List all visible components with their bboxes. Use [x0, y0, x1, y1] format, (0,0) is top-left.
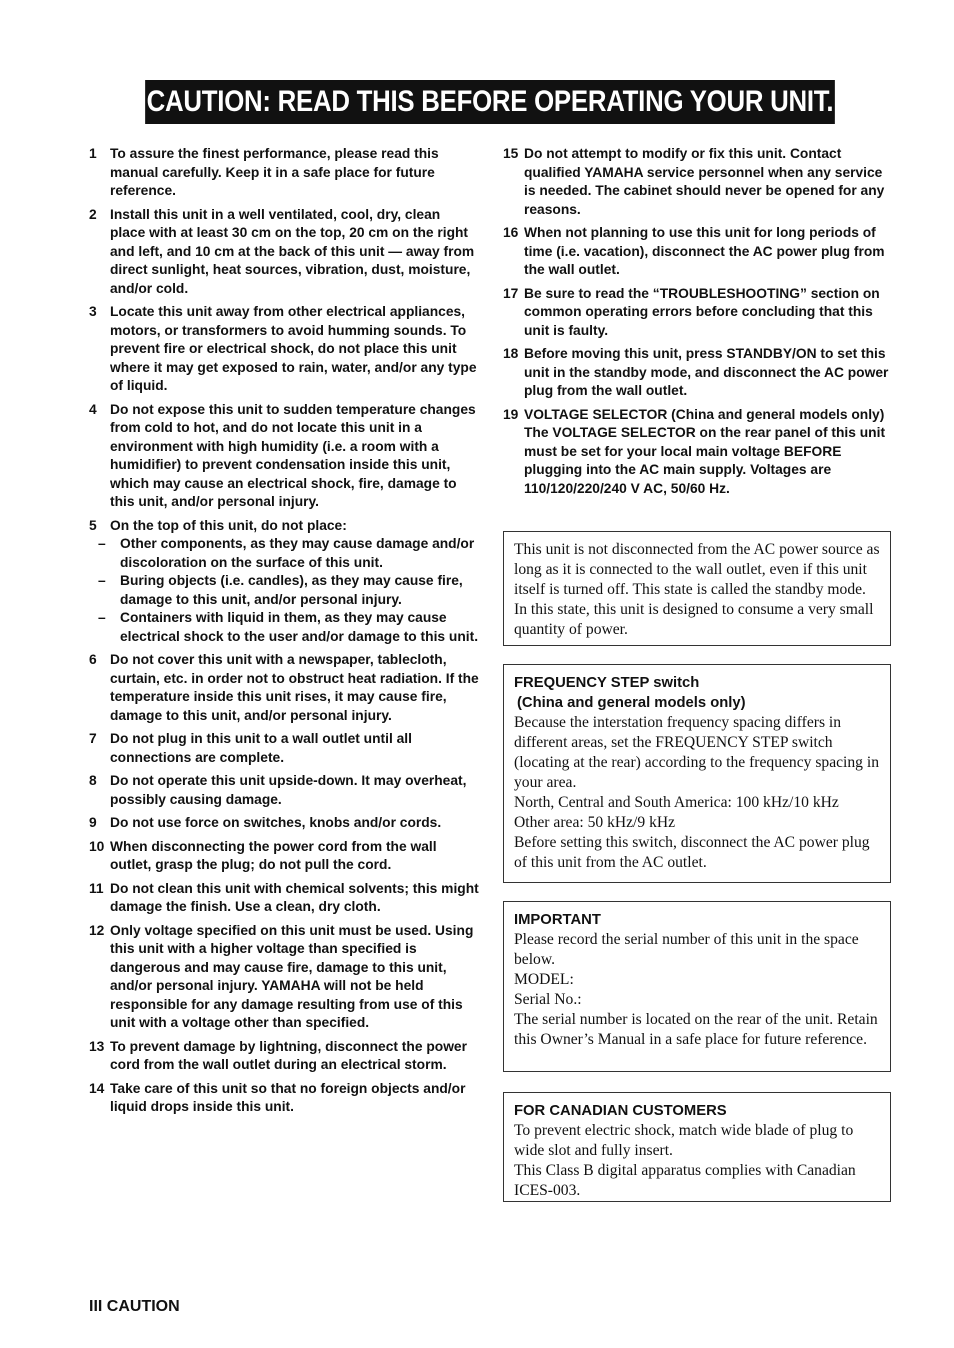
- item-number: 13: [89, 1038, 105, 1054]
- item-number: 2: [89, 206, 97, 222]
- canadian-heading: FOR CANADIAN CUSTOMERS: [514, 1103, 727, 1119]
- list-item: [503, 345, 893, 401]
- list-item: [503, 406, 893, 499]
- page-footer: III CAUTION: [89, 1298, 180, 1315]
- item-text: Install this unit in a well ventilated, cool, dry, clean place with at least 30 cm on the top, 20 cm on the right and left, and 10 cm at the back of this unit — away from direct sunlight, heat sources, vibration, dust, moisture, and/or cold.: [110, 206, 475, 296]
- list-item: [89, 1038, 479, 1075]
- important-paragraph: Please record the serial number of this unit in the space below.: [514, 931, 859, 968]
- list-item: [89, 651, 479, 725]
- serial-field-label: Serial No.:: [514, 991, 582, 1008]
- canadian-compliance: This Class B digital apparatus complies with Canadian ICES-003.: [514, 1162, 856, 1199]
- sub-item-text: Buring objects (i.e. candles), as they may cause fire, damage to this unit, and/or personal injury.: [120, 573, 463, 607]
- sub-item-text: Containers with liquid in them, as they may cause electrical shock to the user and/or damage to this unit.: [120, 610, 479, 644]
- caution-list-left: [89, 145, 479, 1122]
- item-number: 6: [89, 652, 97, 667]
- dash-bullet: –: [98, 610, 106, 625]
- list-item: [89, 880, 479, 917]
- frequency-step-paragraph: Because the interstation frequency spacing differs in different areas, set the FREQUENCY STEP switch (locating at the rear) according to the frequency spacing in your area.: [514, 714, 879, 791]
- dash-bullet: –: [98, 573, 106, 588]
- item-number: 7: [89, 731, 97, 746]
- item-number: 11: [89, 880, 104, 896]
- sub-item: [98, 572, 479, 609]
- frequency-step-americas: North, Central and South America: 100 kHz/10 kHz: [514, 794, 839, 811]
- item-text: Do not clean this unit with chemical solvents; this might damage the finish. Use a clean, dry cloth.: [110, 880, 479, 914]
- important-note: The serial number is located on the rear of the unit. Retain this Owner’s Manual in a safe place for future reference.: [514, 1011, 878, 1048]
- item-text: Do not plug in this unit to a wall outlet until all connections are complete.: [110, 731, 412, 765]
- item-text: To prevent damage by lightning, disconnect the power cord from the wall outlet during an electrical storm.: [110, 1038, 467, 1072]
- item-number: 1: [89, 146, 97, 161]
- item-text: To assure the finest performance, please read this manual carefully. Keep it in a safe place for future reference.: [110, 146, 439, 198]
- list-item: [89, 303, 479, 396]
- item-number: 18: [503, 346, 519, 361]
- item-number: 19: [503, 406, 519, 422]
- sub-item: [98, 609, 479, 646]
- list-item: [89, 145, 479, 201]
- standby-notice-text: This unit is not disconnected from the AC power source as long as it is connected to the wall outlet, even if this unit itself is turned off. This state is called the standby mode. In this state, this unit is designed to consume a very small quantity of power.: [514, 541, 880, 638]
- frequency-step-subheading: (China and general models only): [517, 695, 746, 711]
- important-heading: IMPORTANT: [514, 912, 601, 928]
- item-text: Locate this unit away from other electrical appliances, motors, or transformers to avoid humming sounds. To prevent fire or electrical shock, do not place this unit where it may get exposed to rain, water, and/or any type of liquid.: [110, 304, 477, 393]
- item-number: 8: [89, 773, 97, 788]
- list-item: [503, 145, 893, 219]
- list-item: [89, 838, 479, 875]
- item-number: 12: [89, 922, 105, 938]
- canadian-customers-box: [503, 1092, 891, 1202]
- list-item: [89, 517, 479, 647]
- item-text: Be sure to read the “TROUBLESHOOTING” section on common operating errors before concluding that this unit is faulty.: [524, 285, 880, 338]
- important-box: [503, 901, 891, 1072]
- item-number: 17: [503, 285, 519, 301]
- item-number: 5: [89, 517, 97, 533]
- item-number: 14: [89, 1080, 105, 1096]
- frequency-step-heading: FREQUENCY STEP switch: [514, 675, 700, 691]
- item-text: Only voltage specified on this unit must be used. Using this unit with a higher voltage than specified is dangerous and may cause fire, damage to this unit, and/or personal injury. YAMAHA will not be held responsible for any damage resulting from use of this unit with a voltage other than specified.: [110, 922, 474, 1030]
- item-text: VOLTAGE SELECTOR (China and general models only): [524, 406, 885, 422]
- item-text: Do not expose this unit to sudden temperature changes from cold to hot, and do not locate this unit in a environment with high humidity (i.e. a room with a humidifier) to prevent condensation inside this unit, which may cause an electrical shock, fire, damage to this unit, and/or personal injury.: [110, 401, 476, 509]
- sub-item-text: Other components, as they may cause damage and/or discoloration on the surface of this unit.: [120, 536, 475, 570]
- item-text: Do not use force on switches, knobs and/or cords.: [110, 815, 442, 830]
- item-text: Do not cover this unit with a newspaper, tablecloth, curtain, etc. in order not to obstruct heat radiation. If the temperature inside this unit rises, it may cause fire, damage to this unit, and/or personal injury.: [110, 652, 479, 723]
- frequency-step-box: [503, 664, 891, 883]
- item-number: 4: [89, 401, 97, 417]
- frequency-step-other: Other area: 50 kHz/9 kHz: [514, 814, 676, 831]
- dash-bullet: –: [98, 536, 106, 551]
- item-text: On the top of this unit, do not place:: [110, 517, 347, 533]
- sub-item: [98, 535, 479, 572]
- list-item: [89, 814, 479, 833]
- frequency-step-note: Before setting this switch, disconnect the AC power plug of this unit from the AC outlet.: [514, 834, 870, 871]
- item-text: When not planning to use this unit for long periods of time (i.e. vacation), disconnect the AC power plug from the wall outlet.: [524, 225, 885, 277]
- list-item: [89, 401, 479, 512]
- item-text: Take care of this unit so that no foreign objects and/or liquid drops inside this unit.: [110, 1080, 466, 1114]
- list-item: [503, 285, 893, 341]
- list-item: [89, 730, 479, 767]
- list-item: [89, 772, 479, 809]
- list-item: [89, 1080, 479, 1117]
- item-number: 3: [89, 304, 97, 319]
- item-number: 10: [89, 838, 105, 854]
- voltage-selector-detail: The VOLTAGE SELECTOR on the rear panel of this unit must be set for your local main voltage BEFORE plugging into the AC main supply. Voltages are 110/120/220/240 V AC, 50/60 Hz.: [524, 425, 886, 496]
- item-text: Do not attempt to modify or fix this unit. Contact qualified YAMAHA service personnel when any service is needed. The cabinet should never be opened for any reasons.: [524, 146, 885, 217]
- list-item: [89, 922, 479, 1033]
- item-number: 9: [89, 815, 97, 830]
- list-item: [503, 224, 893, 280]
- item-number: 15: [503, 146, 519, 161]
- list-item: [89, 206, 479, 299]
- canadian-paragraph: To prevent electric shock, match wide blade of plug to wide slot and fully insert.: [514, 1122, 854, 1159]
- item-text: When disconnecting the power cord from the wall outlet, grasp the plug; do not pull the cord.: [110, 838, 437, 872]
- item-number: 16: [503, 225, 519, 240]
- caution-list-right: [503, 145, 893, 503]
- item-text: Do not operate this unit upside-down. It may overheat, possibly causing damage.: [110, 773, 467, 807]
- item-text: Before moving this unit, press STANDBY/ON to set this unit in the standby mode, and disconnect the AC power plug from the wall outlet.: [524, 346, 889, 398]
- standby-notice-box: [503, 531, 891, 646]
- model-field-label: MODEL:: [514, 971, 574, 988]
- page-title: CAUTION: READ THIS BEFORE OPERATING YOUR UNIT.: [145, 80, 835, 124]
